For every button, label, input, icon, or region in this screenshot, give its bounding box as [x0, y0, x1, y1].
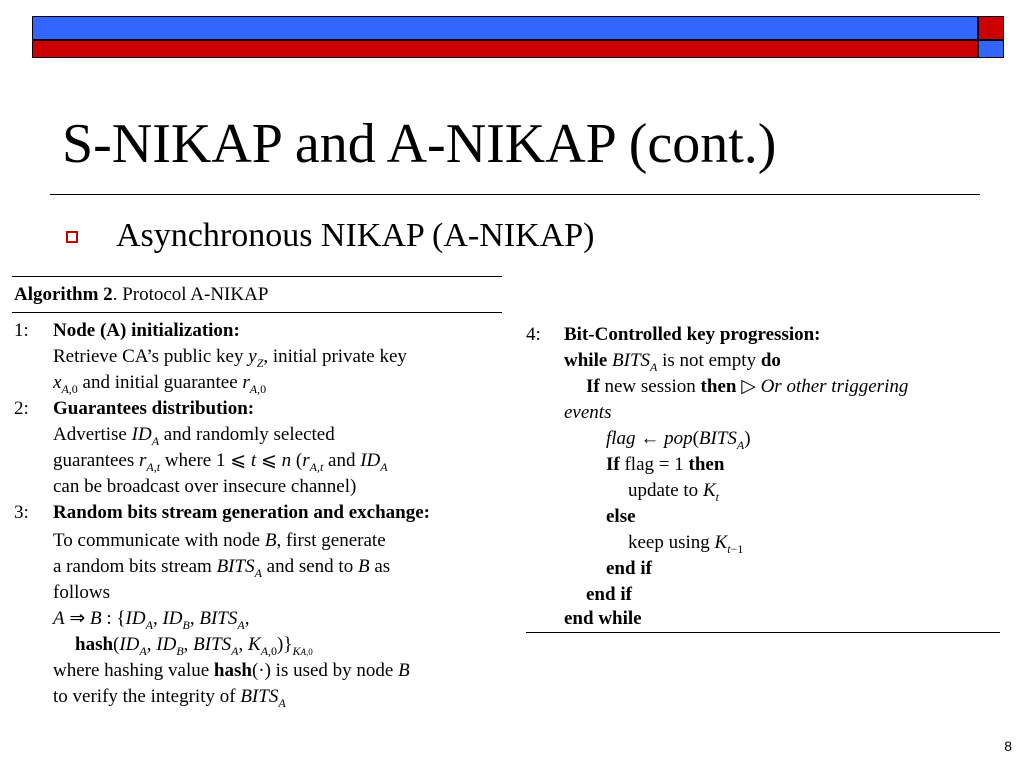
algorithm-line: end if [586, 584, 632, 605]
algorithm-line: update to $K_t$ [628, 480, 719, 504]
algorithm-line: a random bits stream $BITS_A$ and send to B as [53, 556, 391, 580]
algorithm-line: to verify the integrity of $BITS_A$ [53, 686, 286, 710]
header-square-blue [978, 40, 1004, 58]
algorithm-header [14, 282, 268, 308]
step-number: 4: [526, 324, 541, 345]
algorithm-line: flag ← $pop(BITS_A)$ [606, 428, 751, 452]
algorithm-line: while $BITS_A$ is not empty do [564, 350, 781, 374]
page-number: 8 [1004, 738, 1012, 754]
algorithm-line: If flag = 1 then [606, 454, 725, 475]
step-number: 2: [14, 398, 29, 419]
step-heading: Node (A) initialization: [53, 320, 240, 341]
algorithm-line: events [564, 402, 612, 423]
algorithm-line: else [606, 506, 636, 527]
algorithm-line: end while [564, 608, 642, 629]
algorithm-line: end if [606, 558, 652, 579]
step-heading: Random bits stream generation and exchange: [53, 502, 431, 523]
algorithm-line: keep using $K_{t-1}$ [628, 532, 744, 556]
algorithm-label: Algorithm 2 [14, 284, 113, 305]
algorithm-top-rule [12, 276, 502, 277]
algorithm-line: $hash(ID_A$, $ID_B$, $BITS_A$, $K_{A,0})\}_{KA,0}$ [75, 634, 313, 658]
bullet-text: Asynchronous NIKAP (A-NIKAP) [116, 217, 595, 254]
step-number: 1: [14, 320, 29, 341]
step-number: 3: [14, 502, 29, 523]
algorithm-line: If new session then ▷ Or other triggering [586, 376, 909, 397]
algorithm-line: follows [53, 582, 110, 603]
algorithm-header-rule [12, 312, 502, 313]
algorithm-line: Advertise $ID_A$ and randomly selected [53, 424, 335, 448]
step-heading: Guarantees distribution: [53, 398, 255, 419]
slide-title: S-NIKAP and A-NIKAP (cont.) [62, 113, 777, 175]
algorithm-line: guarantees $r_{A,t}$ where 1 ⩽ t ⩽ n ($r_{A,t}$ and $ID_A$ [53, 450, 388, 474]
header-square-red [978, 16, 1004, 40]
algorithm-line: To communicate with node B, first generate [53, 530, 386, 551]
algorithm-line: where hashing value hash(·) is used by node B [53, 660, 410, 681]
algorithm-line: can be broadcast over insecure channel) [53, 476, 357, 497]
algorithm-line: Retrieve CA’s public key $y_Z$, initial private key [53, 346, 407, 370]
algorithm-line: A ⇒ B : {$ID_A$, $ID_B$, $BITS_A$, [53, 608, 250, 632]
title-divider [50, 194, 980, 195]
header-bar-red [32, 40, 978, 58]
algorithm-bottom-rule [526, 632, 1000, 633]
algorithm-caption: . Protocol A-NIKAP [112, 284, 269, 305]
bullet-square-icon [66, 231, 78, 243]
step-heading: Bit-Controlled key progression: [564, 324, 821, 345]
header-bar-blue [32, 16, 978, 40]
algorithm-line: $x_{A,0}$ and initial guarantee $r_{A,0}$ [53, 372, 267, 396]
